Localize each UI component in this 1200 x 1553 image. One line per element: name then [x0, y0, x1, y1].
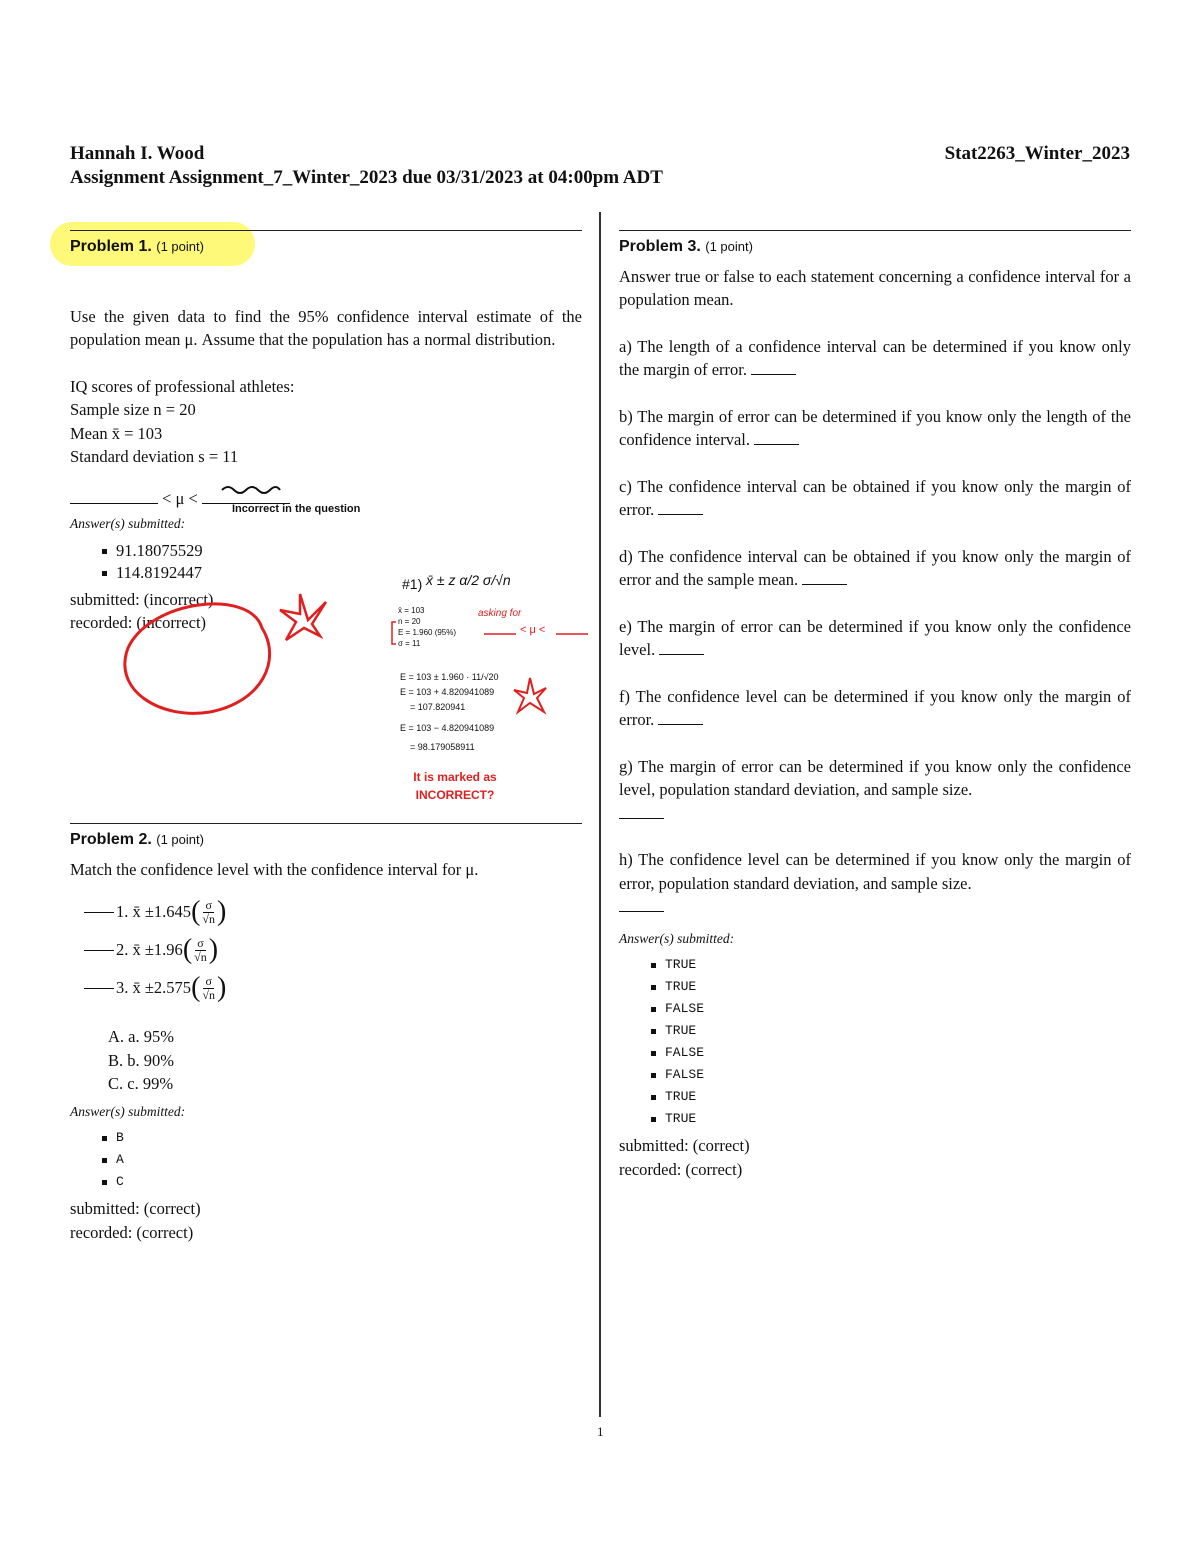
- statement-g: g) The margin of error can be determined if you know only the confidence level, population standard deviation, and sample size.: [619, 755, 1131, 826]
- red-circle: [125, 604, 270, 713]
- red-star-small: [514, 678, 546, 712]
- option-item: B. b. 90%: [108, 1050, 174, 1070]
- match-item: 1. x̄ ±1.645 ( $\frac{\sigma}{√n}$ ): [84, 893, 582, 931]
- assignment-line: Assignment Assignment_7_Winter_2023 due 03/31/2023 at 04:00pm ADT: [70, 167, 663, 188]
- answer-item: C: [116, 1171, 582, 1193]
- note-work: E = 103 ± 1.960 · 11/√20 E = 103 + 4.820941089 = 107.820941 E = 103 − 4.820941089 = 98.179058911: [400, 672, 499, 752]
- problem3-recorded: recorded: (correct): [619, 1159, 743, 1179]
- bracket-mark: [392, 622, 396, 644]
- red-star-large: [280, 594, 326, 640]
- problem3-prompt: Answer true or false to each statement concerning a confidence interval for a population mean.: [619, 266, 1131, 309]
- answer-item: TRUE: [665, 1108, 1131, 1130]
- option-item: A. a. 95%: [108, 1027, 174, 1046]
- problem1-prompt: Use the given data to find the 95% confidence interval estimate of the population mean μ. Assume that the population has a normal distribution.: [70, 306, 582, 349]
- problem1-mean: Mean x̄ = 103: [70, 423, 163, 443]
- note-given-values: x̄ = 103 n = 20 E = 1.960 (95%) σ = 11: [398, 606, 457, 648]
- problem1-recorded: recorded: (incorrect): [70, 613, 207, 632]
- answer-item: FALSE: [665, 998, 1131, 1020]
- note-formula-label: #1): [402, 576, 423, 592]
- statement-h: h) The confidence level can be determined if you know only the margin of error, population standard deviation, and sample size.: [619, 848, 1131, 919]
- answer-item: TRUE: [665, 1086, 1131, 1108]
- problem2-recorded: recorded: (correct): [70, 1222, 194, 1242]
- problem1-data-intro: IQ scores of professional athletes:: [70, 376, 295, 396]
- answer-item: A: [116, 1149, 582, 1171]
- note-incorrect-question: Incorrect in the question: [232, 503, 361, 515]
- squiggle-underline: [222, 487, 280, 493]
- answer-item: TRUE: [665, 976, 1131, 998]
- note-asking-for: asking for: [478, 608, 522, 619]
- statement-b: b) The margin of error can be determined if you know only the length of the confidence interval.: [619, 406, 1131, 449]
- answer-item: 114.8192447: [116, 562, 582, 584]
- statement-e: e) The margin of error can be determined if you know only the confidence level.: [619, 616, 1131, 659]
- option-item: C. c. 99%: [108, 1074, 174, 1093]
- problem1-submitted: submitted: (incorrect): [70, 589, 214, 609]
- problem3-title: Problem 3. (1 point): [619, 238, 753, 255]
- note-formula: x̄ ± z α/2 σ/√n: [426, 572, 511, 588]
- answer-item: 91.18075529: [116, 540, 582, 562]
- problem2-title: Problem 2. (1 point): [70, 831, 204, 848]
- statement-c: c) The confidence interval can be obtained if you know only the margin of error.: [619, 476, 1131, 519]
- answer-item: TRUE: [665, 954, 1131, 976]
- problem3-answers-label: Answer(s) submitted:: [619, 930, 735, 946]
- statement-d: d) The confidence interval can be obtained if you know only the margin of error and the sample mean.: [619, 546, 1131, 589]
- problem2-submitted: submitted: (correct): [70, 1199, 201, 1218]
- answer-item: FALSE: [665, 1064, 1131, 1086]
- answer-item: FALSE: [665, 1042, 1131, 1064]
- problem1-answers-label: Answer(s) submitted:: [70, 516, 186, 531]
- problem1-sample-size: Sample size n = 20: [70, 400, 196, 419]
- problem3-submitted: submitted: (correct): [619, 1136, 750, 1155]
- statement-a: a) The length of a confidence interval can be determined if you know only the margin of error.: [619, 336, 1131, 379]
- problem1-title: Problem 1. (1 point): [70, 238, 204, 255]
- answer-item: TRUE: [665, 1020, 1131, 1042]
- student-name: Hannah I. Wood: [70, 143, 205, 164]
- course-name: Stat2263_Winter_2023: [944, 143, 1130, 164]
- problem1-interval: < μ <: [70, 487, 582, 511]
- match-item: 2. x̄ ±1.96 ( $\frac{\sigma}{√n}$ ): [84, 931, 582, 969]
- problem1-std-dev: Standard deviation s = 11: [70, 447, 239, 466]
- page-number: 1: [597, 1424, 604, 1439]
- match-item: 3. x̄ ±2.575 ( $\frac{\sigma}{√n}$ ): [84, 969, 582, 1007]
- problem2-answers-label: Answer(s) submitted:: [70, 1103, 186, 1119]
- problem2-prompt: Match the confidence level with the confidence interval for μ.: [70, 859, 479, 879]
- note-question: It is marked as INCORRECT?: [413, 770, 497, 802]
- answer-item: B: [116, 1127, 582, 1149]
- statement-f: f) The confidence level can be determined if you know only the margin of error.: [619, 686, 1131, 729]
- note-asking-template: < μ <: [520, 624, 546, 636]
